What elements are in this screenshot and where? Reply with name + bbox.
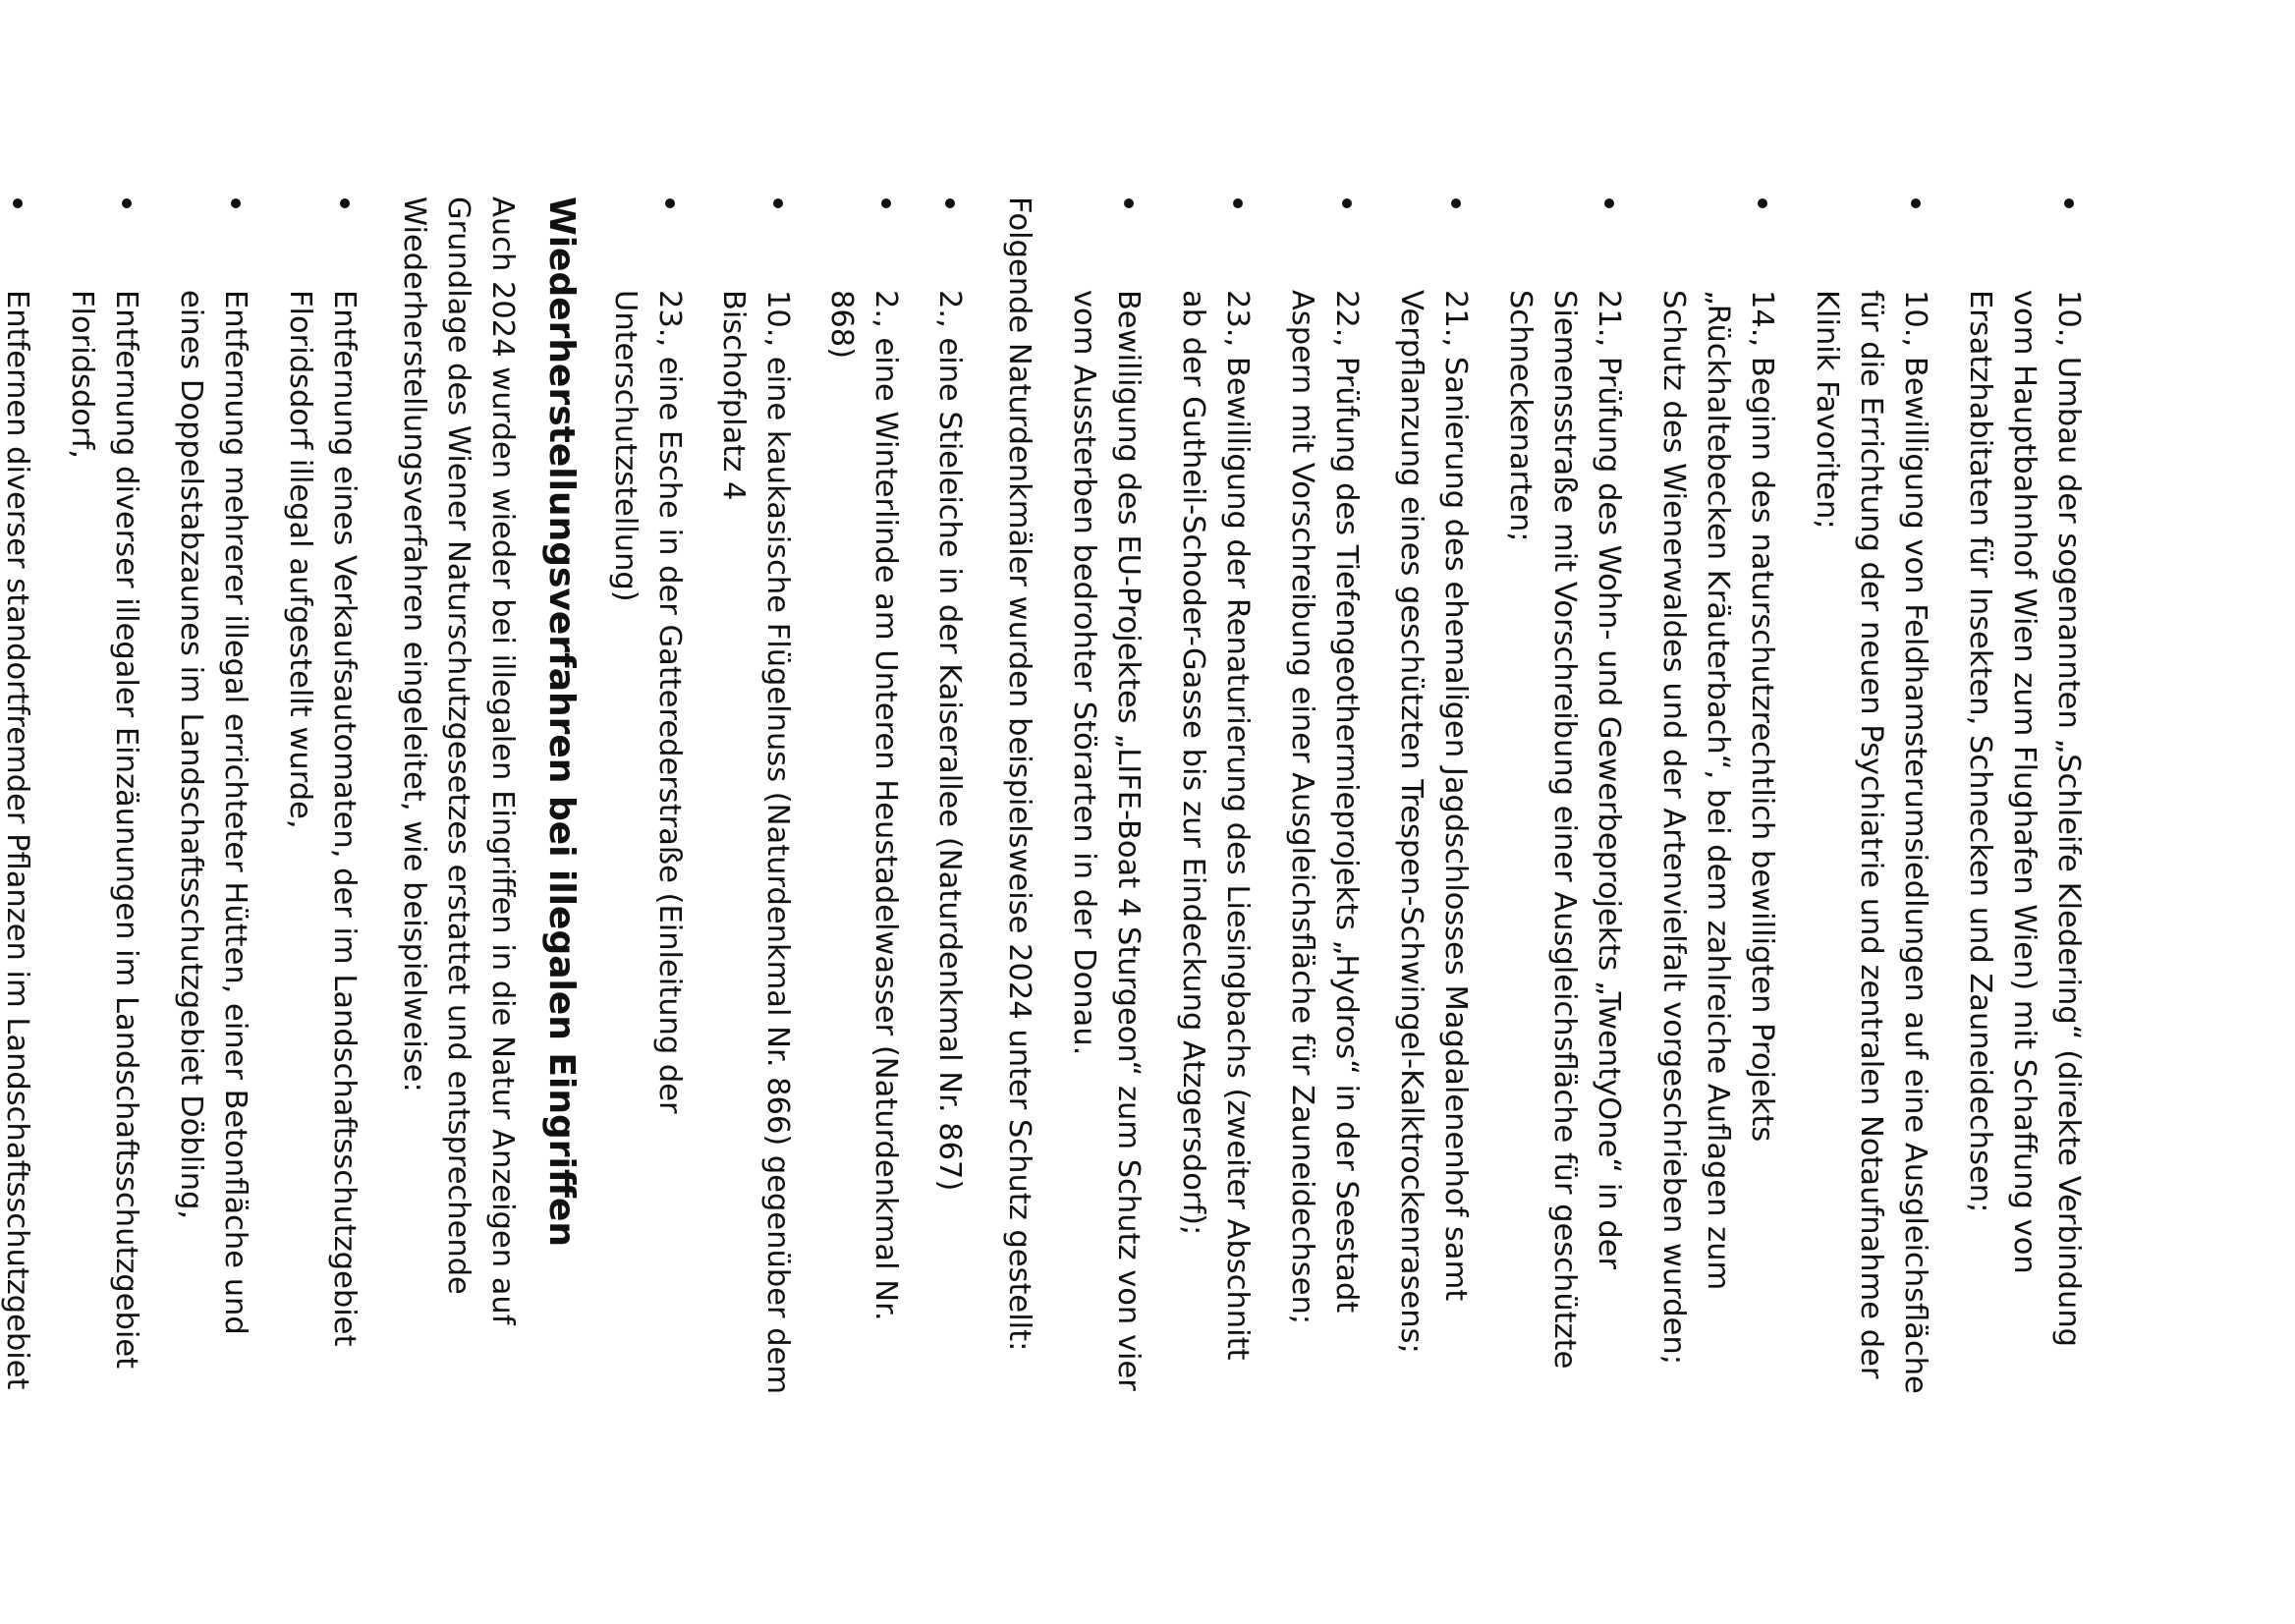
list-item: 21., Prüfung des Wohn- und Gewerbeprojekts „TwentyOne“ in der Siemensstraße mit Vorschreibung einer Ausgleichsfläche für geschützte Schneckenarten; [1498,196,1631,1395]
naturdenkmal-list [603,196,972,1395]
list-item: 23., Bewilligung der Renaturierung des Liesingbachs (zweiter Abschnitt ab der Gutheil-Schoder-Gasse bis zur Eindeckung Atzgersdorf); [1171,196,1259,1395]
list-item: Entfernung diverser illegaler Einzäunungen im Landschaftsschutzgebiet Floridsdorf, [60,196,148,1395]
naturdenkmal-intro: Folgende Naturdenkmäler wurden beispielsweise 2024 unter Schutz gestellt: [1002,196,1036,1352]
list-item: 14., Beginn des naturschutzrechtlich bewilligten Projekts „Rückhaltebecken Kräuterbach“, bei dem zahlreiche Auflagen zum Schutz des Wienerwaldes und der Artenvielfalt vorgeschrieben wurden; [1651,196,1784,1395]
list-item: 10., Umbau der sogenannten „Schleife Kledering“ (direkte Verbindung vom Hauptbahnhof Wien zum Flughafen Wien) mit Schaffung von Ersatzhabitaten für Insekten, Schnecken und Zauneidechsen; [1958,196,2091,1395]
list-item: Bewilligung des EU-Projektes „LIFE-Boat 4 Sturgeon“ zum Schutz von vier vom Aussterben bedrohter Störarten in der Donau. [1062,196,1150,1395]
list-item: Entfernung mehrerer illegal errichteter Hütten, einer Betonfläche und eines Doppelstabzaunes im Landschaftsschutzgebiet Döbling, [169,196,257,1395]
list-item: 22., Prüfung des Tiefengeothermieprojekts „Hydros“ in der Seestadt Aspern mit Vorschreibung einer Ausgleichsfläche für Zauneidechsen; [1280,196,1369,1395]
list-item: 2., eine Winterlinde am Unteren Heustadelwasser (Naturdenkmal Nr. 868) [819,196,908,1395]
list-item: 10., eine kaukasische Flügelnuss (Naturdenkmal Nr. 866) gegenüber dem Bischofplatz 4 [711,196,800,1395]
section-heading: Wiederherstellungsverfahren bei illegalen Eingriffen [541,196,582,1248]
list-item: 23., eine Esche in der Gatterederstraße (Einleitung der Unterschutzstellung) [603,196,692,1395]
project-list [1062,196,2091,1395]
list-item: Entfernung eines Verkaufsautomaten, der im Landschaftsschutzgebiet Floridsdorf illegal aufgestellt wurde, [278,196,366,1395]
list-item: 10., Bewilligung von Feldhamsterumsiedlungen auf eine Ausgleichsfläche für die Errichtung der neuen Psychiatrie und zentralen Notaufnahme der Klinik Favoriten; [1805,196,1937,1395]
document-content [0,196,2091,1395]
list-item: 2., eine Stieleiche in der Kaiserallee (Naturdenkmal Nr. 867) [927,196,972,1395]
list-item: 21., Sanierung des ehemaligen Jagdschlosses Magdalenenhof samt Verpflanzung eines geschützten Trespen-Schwingel-Kalktrockenrasens; [1389,196,1478,1395]
list-item: Entfernen diverser standortfremder Pflanzen im Landschaftsschutzgebiet [0,196,39,1395]
illegal-list [0,196,366,1395]
illegal-intro: Auch 2024 wurden wieder bei illegalen Eingriffen in die Natur Anzeigen auf Grundlage des Wiener Naturschutzgesetzes erstattet und entsprechende Wiederherstellungsverfahren eingeleitet, wie beispielweise: [397,196,520,1325]
